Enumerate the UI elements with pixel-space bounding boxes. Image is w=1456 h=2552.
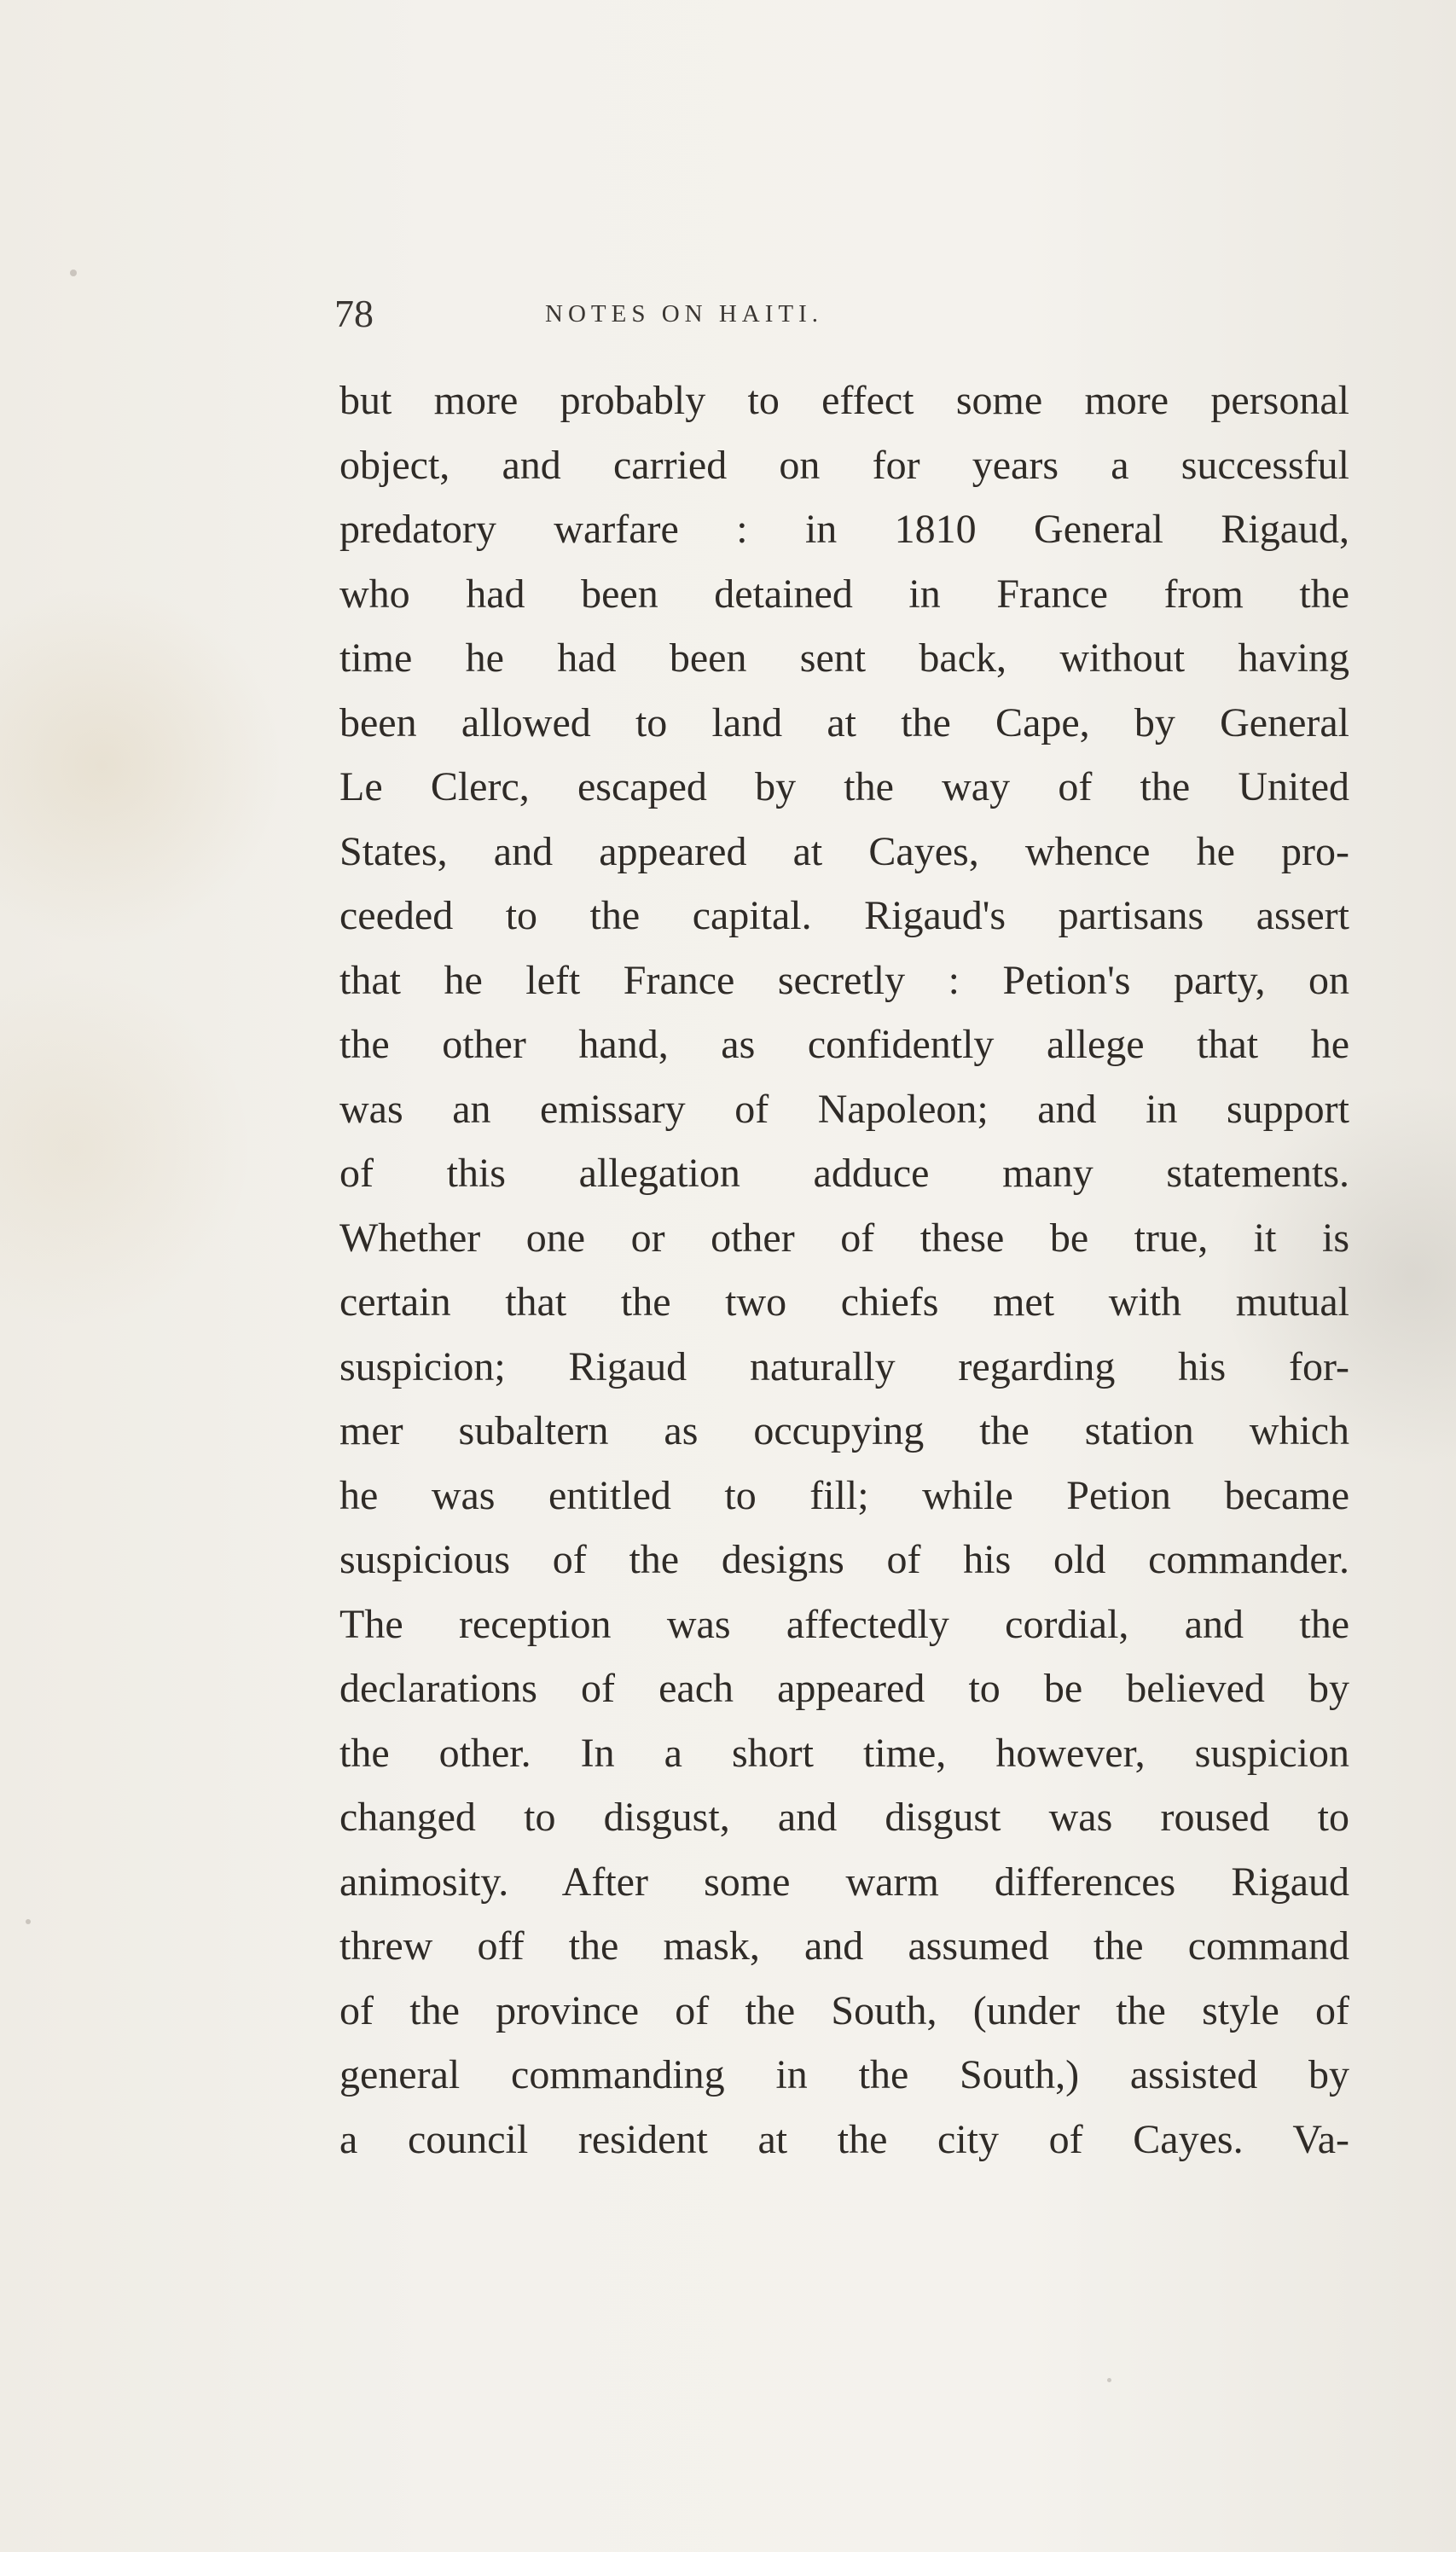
text-line-27: general commanding in the South,) assisted by	[339, 2052, 1349, 2097]
text-line-10: that he left France secretly : Petion's party, on	[339, 957, 1349, 1003]
text-line-8: States, and appeared at Cayes, whence he pro-	[339, 828, 1349, 874]
paper-speck	[1107, 2378, 1111, 2382]
text-line-4: who had been detained in France from the	[339, 571, 1349, 617]
text-line-14: Whether one or other of these be true, it is	[339, 1215, 1349, 1261]
text-line-11: the other hand, as confidently allege that he	[339, 1022, 1349, 1067]
text-line-15: certain that the two chiefs met with mutual	[339, 1279, 1349, 1325]
text-line-21: declarations of each appeared to be believed by	[339, 1666, 1349, 1711]
running-head	[334, 288, 1059, 339]
text-line-13: of this allegation adduce many statements.	[339, 1151, 1349, 1196]
text-line-25: threw off the mask, and assumed the command	[339, 1923, 1349, 1969]
paper-speck	[70, 270, 77, 276]
text-line-19: suspicious of the designs of his old commander.	[339, 1537, 1349, 1582]
body-text	[339, 368, 1349, 2172]
text-line-2: object, and carried on for years a successful	[339, 442, 1349, 488]
text-line-3: predatory warfare : in 1810 General Rigaud,	[339, 507, 1349, 552]
text-line-26: of the province of the South, (under the style of	[339, 1987, 1349, 2033]
text-line-5: time he had been sent back, without having	[339, 635, 1349, 681]
text-line-6: been allowed to land at the Cape, by General	[339, 699, 1349, 745]
text-line-28: a council resident at the city of Cayes. Va-	[339, 2116, 1349, 2162]
text-line-17: mer subaltern as occupying the station which	[339, 1408, 1349, 1453]
text-line-23: changed to disgust, and disgust was roused to	[339, 1795, 1349, 1840]
text-line-9: ceeded to the capital. Rigaud's partisans assert	[339, 893, 1349, 938]
text-line-1: but more probably to effect some more personal	[339, 378, 1349, 423]
text-line-18: he was entitled to fill; while Petion became	[339, 1472, 1349, 1518]
text-line-12: was an emissary of Napoleon; and in support	[339, 1086, 1349, 1132]
text-line-24: animosity. After some warm differences Rigaud	[339, 1859, 1349, 1905]
text-line-7: Le Clerc, escaped by the way of the United	[339, 764, 1349, 809]
text-line-22: the other. In a short time, however, suspicion	[339, 1730, 1349, 1776]
page-number: 78	[334, 292, 374, 335]
running-title: NOTES ON HAITI.	[545, 299, 823, 328]
text-line-20: The reception was affectedly cordial, and the	[339, 1601, 1349, 1647]
text-line-16: suspicion; Rigaud naturally regarding his for-	[339, 1343, 1349, 1389]
paper-speck	[26, 1919, 31, 1924]
